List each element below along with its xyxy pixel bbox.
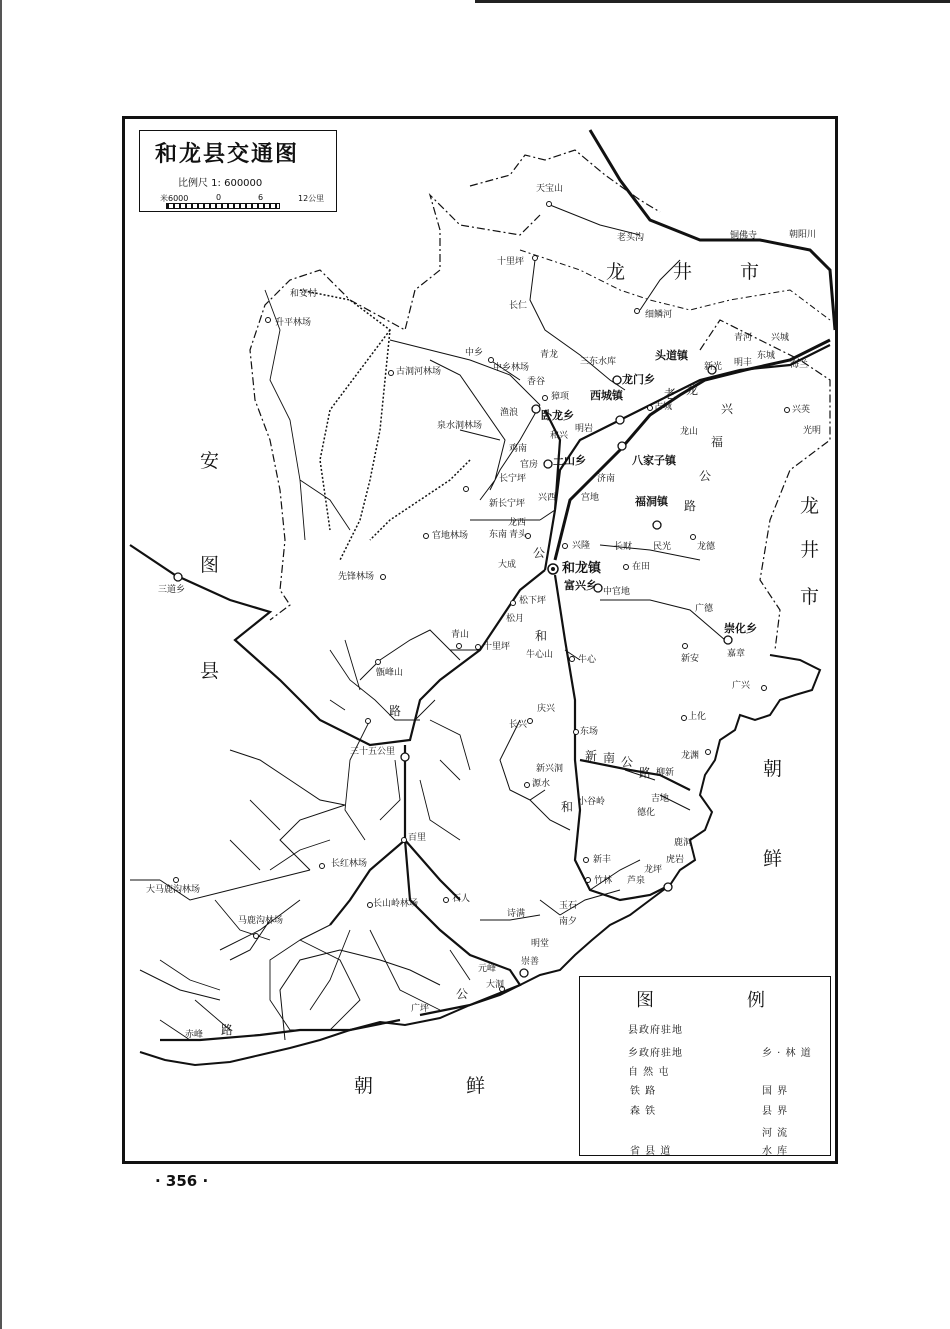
page-number: · 356 · [155, 1172, 209, 1190]
place-label: 长兴 [509, 720, 528, 730]
place-label: 龙渊 [681, 751, 700, 761]
place-label: 渔浪 [500, 408, 519, 418]
place-label: 官地林场 [432, 531, 469, 541]
place-label: 新光 [704, 362, 723, 372]
scale-bar [166, 203, 280, 209]
place-label: 玉石 [559, 901, 578, 911]
place-label: 兴英 [792, 405, 811, 415]
road-label: 公 [533, 546, 546, 560]
region-label: 县 [200, 660, 220, 682]
region-label: 龙 [606, 261, 626, 283]
place-label: 官房 [520, 460, 539, 470]
place-label: 先锋林场 [338, 572, 375, 582]
place-label: 马鹿沟林场 [238, 916, 284, 926]
place-label: 兴西 [538, 493, 557, 503]
region-label: 井 [673, 261, 693, 283]
scalebar-left-label: 米6000 [160, 194, 189, 203]
place-label: 三东水库 [580, 357, 617, 367]
place-label: 明堂 [531, 939, 550, 949]
place-label: 长财 [614, 542, 633, 552]
place-label: 龙坪 [644, 865, 663, 875]
place-label: 青龙 [540, 350, 559, 360]
township-label: 土山乡 [553, 454, 586, 467]
place-label: 新安 [681, 654, 700, 664]
place-label: 兴隆 [572, 541, 591, 551]
region-label: 鲜 [466, 1075, 486, 1097]
place-label: 青头 [509, 530, 528, 540]
road-label: 路 [684, 499, 697, 513]
place-label: 嘉章 [727, 649, 746, 659]
place-label: 长山岭林场 [373, 899, 419, 909]
legend-item: 乡政府驻地 [628, 1048, 683, 1059]
place-label: 德化 [637, 808, 656, 818]
legend-item: 县政府驻地 [628, 1025, 683, 1036]
place-label: 民光 [653, 542, 672, 552]
place-label: 东南 [489, 530, 508, 540]
scalebar-tick: 0 [216, 193, 222, 202]
region-label: 市 [800, 586, 820, 608]
place-label: 古城 [654, 402, 673, 412]
region-label: 安 [200, 450, 220, 472]
place-label: 崇善 [521, 957, 540, 967]
road-label: 公 [699, 469, 712, 483]
place-label: 小谷岭 [578, 797, 606, 807]
road-label: 龙 [686, 383, 699, 397]
place-label: 十里坪 [483, 642, 511, 652]
place-label: 鹿洞 [674, 838, 693, 848]
region-label: 朝 [763, 758, 783, 780]
legend-item: 自 然 屯 [628, 1067, 670, 1078]
township-label: 富兴乡 [564, 579, 597, 592]
place-label: 老头沟 [617, 233, 645, 243]
township-label: 卧龙乡 [541, 409, 574, 422]
legend-title: 图 [636, 990, 654, 1011]
place-label: 虎岩 [666, 855, 685, 865]
place-label: 龙山 [680, 427, 699, 437]
place-label: 和安村 [290, 289, 318, 299]
place-label: 南夕 [559, 917, 578, 927]
place-label: 细鳞河 [645, 310, 673, 320]
township-label: 龙门乡 [622, 373, 655, 386]
region-label: 鲜 [763, 848, 783, 870]
road-label: 和 [561, 800, 574, 814]
road-label: 和 [535, 629, 548, 643]
legend-item: 铁 路 [630, 1086, 657, 1097]
place-label: 甑峰山 [376, 668, 404, 678]
road-label: 兴 [721, 402, 734, 416]
place-label: 新丰 [593, 855, 612, 865]
legend-item: 省 县 道 [630, 1146, 672, 1157]
legend-item: 水 库 [762, 1146, 789, 1157]
township-label: 西城镇 [590, 389, 623, 402]
road-label: 公 [456, 987, 469, 1001]
legend-item: 国 界 [762, 1086, 789, 1097]
township-label: 福洞镇 [635, 495, 668, 508]
road-label: 路 [639, 766, 652, 780]
place-label: 青河 [734, 333, 753, 343]
township-label: 三十五公里 [350, 747, 396, 757]
place-label: 长红林场 [331, 859, 368, 869]
region-label: 市 [740, 261, 760, 283]
place-label: 广兴 [732, 681, 751, 691]
place-label: 海兰 [790, 360, 809, 370]
place-label: 吉地 [651, 794, 670, 804]
place-label: 獐项 [551, 392, 570, 402]
place-label: 中乡林场 [493, 363, 530, 373]
place-label: 铜佛寺 [730, 231, 758, 241]
scalebar-tick: 6 [258, 193, 264, 202]
legend-title: 例 [747, 990, 765, 1011]
township-label: 八家子镇 [632, 454, 676, 467]
place-label: 龙德 [697, 542, 716, 552]
road-label: 公 [621, 755, 634, 769]
place-label: 和兴 [550, 431, 569, 441]
township-label: 三道乡 [158, 585, 186, 595]
place-label: 济南 [597, 474, 616, 484]
place-label: 大马鹿沟林场 [146, 885, 201, 895]
place-label: 在田 [632, 562, 651, 572]
place-label: 朝阳川 [789, 230, 817, 240]
place-label: 庆兴 [537, 704, 556, 714]
legend-item: 河 流 [762, 1128, 789, 1139]
place-label: 百里 [408, 833, 427, 843]
county-seat-label: 和龙镇 [562, 561, 602, 576]
region-label: 龙 [800, 495, 820, 517]
place-label: 泉水洞林场 [437, 421, 483, 431]
place-label: 长仁 [509, 301, 528, 311]
road-label: 老 [664, 387, 677, 401]
road-label: 路 [221, 1023, 234, 1037]
legend-item: 乡 · 林 道 [762, 1048, 812, 1059]
place-label: 天宝山 [536, 184, 564, 194]
place-label: 大洞 [486, 980, 505, 990]
place-label: 光明 [803, 426, 822, 436]
place-label: 广坪 [411, 1004, 430, 1014]
scale-text: 比例尺 1: 600000 [178, 178, 263, 189]
place-label: 香谷 [527, 377, 546, 387]
place-label: 芦泉 [627, 876, 646, 886]
township-label: 崇化乡 [724, 622, 757, 635]
place-label: 广德 [695, 604, 714, 614]
legend-box [579, 976, 831, 1156]
place-label: 柳新 [656, 768, 675, 778]
place-label: 长宁坪 [499, 474, 527, 484]
place-label: 牛心 [578, 655, 597, 665]
region-label: 朝 [354, 1075, 374, 1097]
place-label: 源水 [532, 779, 551, 789]
region-label: 井 [800, 539, 820, 561]
township-label: 头道镇 [655, 349, 688, 362]
place-label: 元峰 [478, 964, 497, 974]
legend-item: 森 铁 [630, 1106, 657, 1117]
place-label: 大成 [498, 560, 517, 570]
road-label: 福 [711, 435, 724, 449]
place-label: 赤峰 [185, 1030, 204, 1040]
scalebar-tick: 12公里 [298, 194, 325, 203]
place-label: 竹林 [594, 876, 613, 886]
place-label: 中乡 [465, 348, 484, 358]
place-label: 中官地 [603, 587, 631, 597]
place-label: 上化 [688, 712, 707, 722]
place-label: 明岩 [575, 424, 594, 434]
place-label: 兴城 [771, 333, 790, 343]
place-label: 东场 [580, 727, 599, 737]
road-label: 新 [585, 749, 598, 763]
place-label: 青山 [451, 630, 470, 640]
legend-item: 县 界 [762, 1106, 789, 1117]
place-label: 龙西 [508, 518, 527, 528]
place-label: 松下坪 [519, 596, 547, 606]
road-label: 南 [603, 751, 616, 765]
map-title: 和龙县交通图 [155, 141, 300, 167]
place-label: 诗满 [507, 909, 526, 919]
place-label: 升平林场 [275, 318, 312, 328]
place-label: 宫地 [581, 493, 600, 503]
place-label: 新长宁坪 [489, 499, 526, 509]
place-label: 东城 [757, 351, 776, 361]
place-label: 松月 [506, 614, 525, 624]
place-label: 新兴洞 [536, 764, 564, 774]
place-label: 牛心山 [526, 650, 554, 660]
region-label: 图 [200, 554, 220, 576]
road-label: 路 [389, 704, 402, 718]
place-label: 鸡南 [509, 444, 528, 454]
place-label: 石人 [452, 894, 471, 904]
place-label: 十里坪 [497, 257, 525, 267]
place-label: 明丰 [734, 358, 753, 368]
place-label: 古洞河林场 [396, 367, 442, 377]
